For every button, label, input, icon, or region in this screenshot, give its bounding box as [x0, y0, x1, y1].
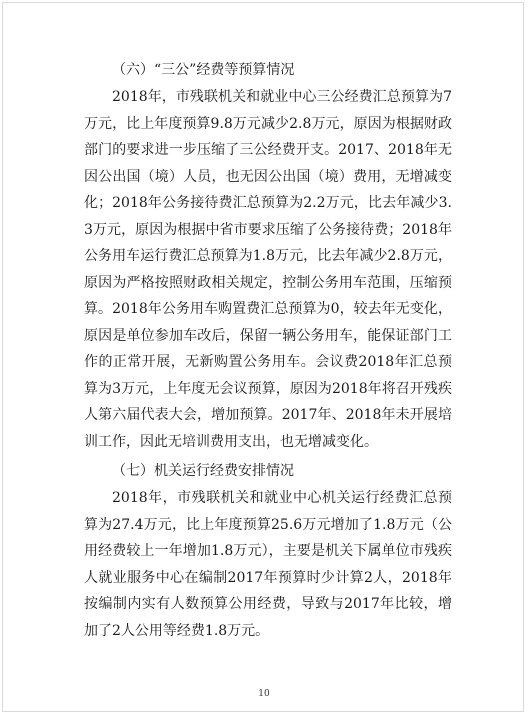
paragraph-three-public-expenses: 2018年，市残联机关和就业中心三公经费汇总预算为7万元，比上年度预算9.8万元减少2.8万元，原因为根据财政部门的要求进一步压缩了三公经费开支。2017、2018年无因公出国（境）人员，也无因公出国（境）费用，无增减变化；2018年公务接待费汇总预算为2.2万元，比去年减少3.3万元，原因为根据中省市要求压缩了公务接待费；2018年公务用车运行费汇总预算为1.8万元，比去年减少2.8万元，原因为严格按照财政相关规定，控制公务用车范围，压缩预算。2018年公务用车购置费汇总预算为0，较去年无变化，原因是单位参加车改后，保留一辆公务用车，能保证部门工作的正常开展，无新购置公务用车。会议费2018年汇总预算为3万元，上年度无会议预算，原因为2018年将召开残疾人第六届代表大会，增加预算。2017年、2018年未开展培训工作，因此无培训费用支出，也无增减变化。 [84, 89, 452, 450]
section-heading-three-public-expenses: （六）“三公”经费等预算情况 [112, 62, 295, 78]
page-number: 10 [258, 689, 270, 699]
section-heading-operating-expenses: （七）机关运行经费安排情况 [112, 463, 294, 479]
document-body [84, 60, 452, 644]
paragraph-operating-expenses: 2018年，市残联机关和就业中心机关运行经费汇总预算为27.4万元，比上年度预算25.6万元增加了1.8万元（公用经费较上一年增加1.8万元），主要是机关下属单位市残疾人就业服务中心在编制2017年预算时少计算2人，2018年按编制内实有人数预算公用经费，导致与2017年比较，增加了2人公用等经费1.8万元。 [84, 490, 452, 639]
